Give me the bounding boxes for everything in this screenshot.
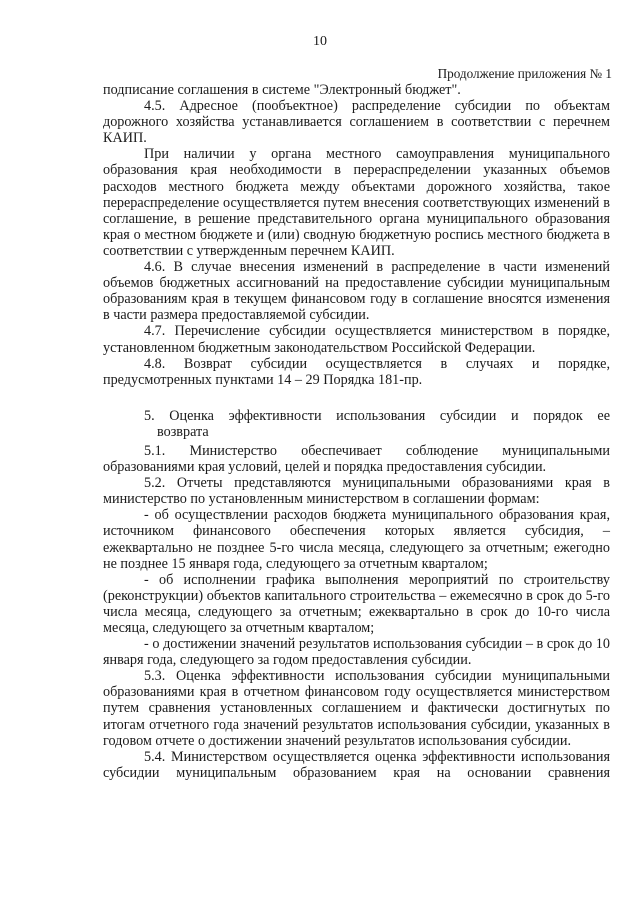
paragraph: подписание соглашения в системе "Электронный бюджет". <box>103 82 461 98</box>
list-item: - об осуществлении расходов бюджета муниципального образования края, источником финансового обеспечения которых является субсидия, – ежеквартально не позднее 5-го числа месяца, следующего за отчетным; ежегодно не позднее 15 января года, следующего за отчетным кварталом; <box>103 507 610 572</box>
section-heading-line: 5. Оценка эффективности использования субсидии и порядок ее <box>144 407 610 424</box>
paragraph-4-7: 4.7. Перечисление субсидии осуществляется министерством в порядке, установленном бюджетным законодательством Российской Федерации. <box>103 323 610 356</box>
paragraph: При наличии у органа местного самоуправления муниципального образования края необходимости в перераспределении указанных объемов расходов местного бюджета между объектами дорожного хозяйства, такое перераспределение осуществляется путем внесения соответствующих изменений в соглашение, в решение представительного органа муниципального образования края о местном бюджете и (или) сводную бюджетную роспись местного бюджета в соответствии с утвержденным перечнем КАИП. <box>103 146 610 259</box>
section-heading <box>103 408 610 440</box>
paragraph-4-6: 4.6. В случае внесения изменений в распределение в части изменений объемов бюджетных ассигнований на предоставление субсидии муниципальным образованиям края в текущем финансовом году в соглашение вносятся изменения в части размера предоставляемой субсидии. <box>103 259 610 324</box>
list-item: - о достижении значений результатов использования субсидии – в срок до 10 января года, следующего за годом предоставления субсидии. <box>103 636 610 669</box>
paragraph-5-3: 5.3. Оценка эффективности использования субсидии муниципальными образованиями края в отчетном финансовом году осуществляется министерством путем сравнения установленных соглашением и фактически достигнутых по итогам отчетного года значений результатов использования субсидии, указанных в годовом отчете о достижении значений результатов использования субсидии. <box>103 668 610 749</box>
document-body <box>103 82 610 781</box>
paragraph-4-5: 4.5. Адресное (пообъектное) распределение субсидии по объектам дорожного хозяйства устанавливается соглашением в соответствии с перечнем КАИП. <box>103 98 610 147</box>
paragraph-5-1: 5.1. Министерство обеспечивает соблюдение муниципальными образованиями края условий, целей и порядка предоставления субсидии. <box>103 442 610 476</box>
paragraph-5-2: 5.2. Отчеты представляются муниципальными образованиями края в министерство по установленным министерством в соглашении формам: <box>103 475 610 508</box>
paragraph-4-8: 4.8. Возврат субсидии осуществляется в случаях и порядке, предусмотренных пунктами 14 – 29 Порядка 181-пр. <box>103 355 610 388</box>
continuation-label: Продолжение приложения № 1 <box>437 66 612 81</box>
section-heading-line: возврата <box>157 423 209 440</box>
paragraph-5-4: 5.4. Министерством осуществляется оценка эффективности использования субсидии муниципальным образованием края на основании сравнения <box>103 748 610 781</box>
list-item: - об исполнении графика выполнения мероприятий по строительству (реконструкции) объектов капитального строительства – ежемесячно в срок до 5-го числа месяца, следующего за отчетным; ежеквартально в срок до 10-го числа месяца, следующего за отчетным кварталом; <box>103 571 610 636</box>
page-number: 10 <box>313 34 327 49</box>
